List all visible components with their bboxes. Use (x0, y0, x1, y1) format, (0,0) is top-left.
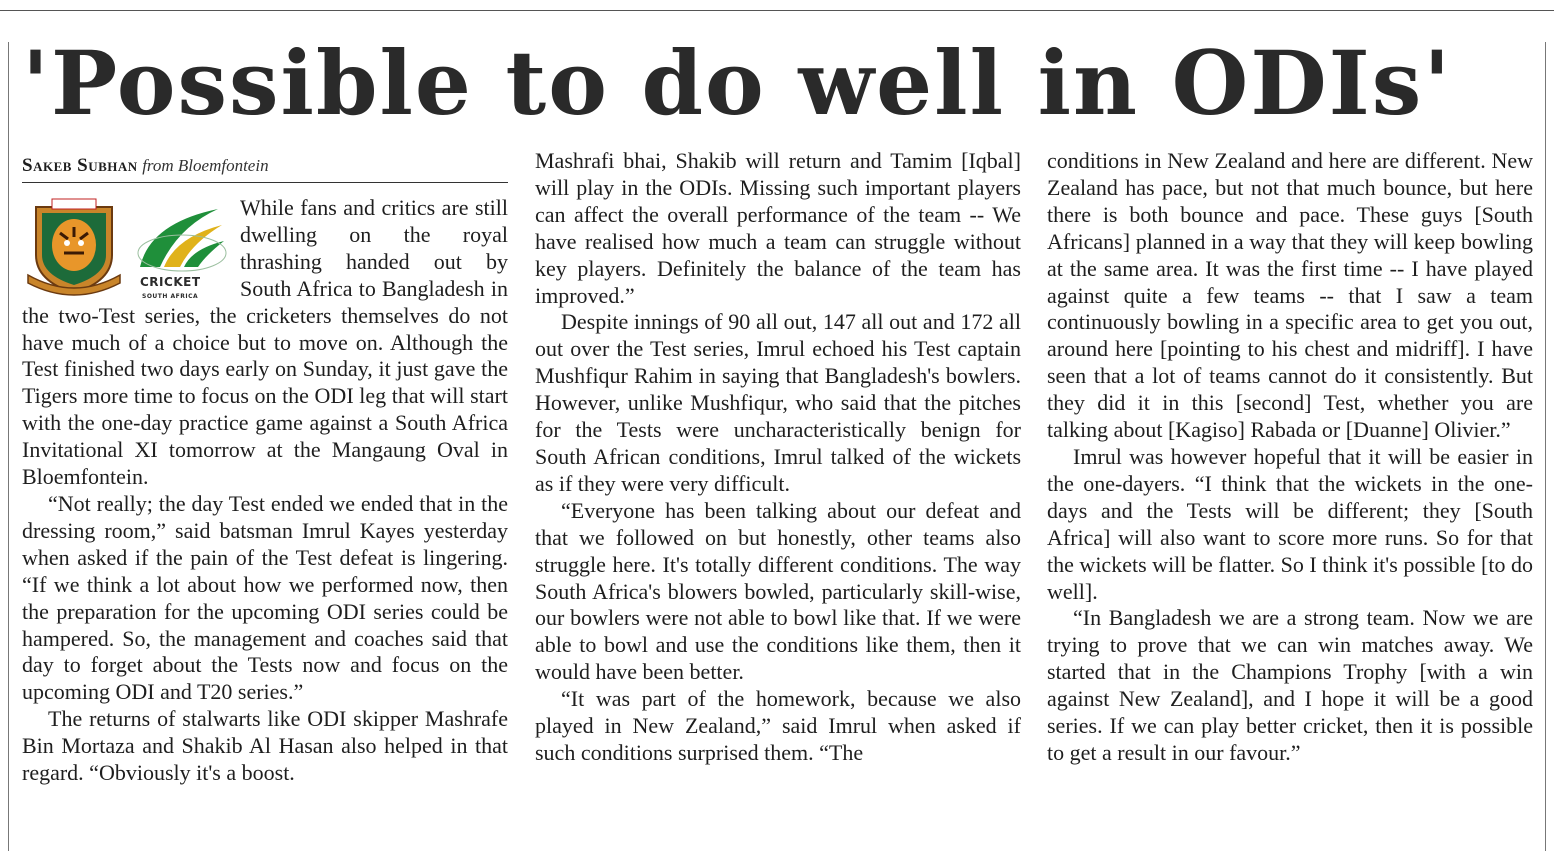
headline: 'Possible to do well in ODIs' (22, 31, 1453, 135)
paragraph: The returns of stalwarts like ODI skipper Mashrafe Bin Mortaza and Shakib Al Hasan also helped in that regard. “Obviously it's a boost. (22, 706, 508, 786)
csa-logo-text: CRICKET (140, 275, 201, 289)
article-column-2 (535, 148, 1021, 767)
logos (22, 197, 234, 301)
article-column-1 (22, 148, 508, 787)
bangladesh-cricket-logo-icon (24, 197, 124, 297)
left-border-rule (8, 42, 9, 851)
paragraph: “Not really; the day Test ended we ended that in the dressing room,” said batsman Imrul Kayes yesterday when asked if the pain of the Test defeat is lingering. “If we think a lot about how we performed now, then the preparation for the upcoming ODI series could be hampered. So, the management and coaches said that day to forget about the Tests now and focus on the upcoming ODI and T20 series.” (22, 490, 508, 705)
paragraph: “In Bangladesh we are a strong team. Now we are trying to prove that we can win matches away. We started that in the Champions Trophy [with a win against New Zealand], and I hope it will be a good series. If we can play better cricket, then it is possible to get a result in our favour.” (1047, 605, 1533, 765)
byline-author: Sakeb Subhan (22, 155, 138, 176)
paragraph: Despite innings of 90 all out, 147 all out and 172 all out over the Test series, Imrul echoed his Test captain Mushfiqur Rahim in saying that Bangladesh's bowlers. However, unlike Mushfiqur, who said that the pitches for the Tests were uncharacteristically benign for South African conditions, Imrul talked of the wickets as if they were very difficult. (535, 309, 1021, 496)
csa-logo-subtext: SOUTH AFRICA (142, 293, 199, 300)
right-border-rule (1545, 42, 1546, 851)
top-rule (0, 10, 1554, 11)
byline (22, 148, 508, 183)
paragraph: conditions in New Zealand and here are different. New Zealand has pace, but not that much bounce, but here there is both bounce and pace. These guys [South Africans] planned in a way that they will keep bowling at the same area. It was the first time -- I have played against quite a few teams -- that I saw a team continuously bowling in a specific area to get you out, around here [pointing to his chest and midriff]. I have seen that a lot of teams cannot do it consistently. But they did it in this [second] Test, whether you are talking about [Kagiso] Rabada or [Duanne] Olivier.” (1047, 148, 1533, 443)
paragraph: Imrul was however hopeful that it will be easier in the one-dayers. “I think that the wickets in the one-days and the Tests will be different; they [South Africa] will also want to score more runs. So for that the wickets will be flatter. So I think it's possible [to do well]. (1047, 443, 1533, 604)
paragraph: “Everyone has been talking about our defeat and that we followed on but honestly, other teams also struggle here. It's totally different conditions. The way South Africa's blowers bowled, particularly skill-wise, our bowlers were not able to bowl like that. If we were able to bowl and use the conditions like them, then it would have been better. (535, 497, 1021, 685)
paragraph: “It was part of the homework, because we also played in New Zealand,” said Imrul when asked if such conditions surprised them. “The (535, 686, 1021, 765)
byline-location: from Bloemfontein (142, 156, 269, 175)
paragraph: While fans and critics are still dwelling on the royal thrashing handed out by South Africa to Bangladesh in the two-Test series, the cricketers themselves do not have much of a choice but to move on. Although the Test finished two days early on Sunday, it just gave the Tigers more time to focus on the ODI leg that will start with the one-day practice game against a South Africa Invitational XI tomorrow at the Mangaung Oval in Bloemfontein. (22, 195, 508, 490)
paragraph: Mashrafi bhai, Shakib will return and Tamim [Iqbal] will play in the ODIs. Missing such important players can affect the overall performance of the team -- We have realised how much a team can struggle without key players. Definitely the balance of the team has improved.” (535, 148, 1021, 308)
article-column-3 (1047, 148, 1533, 767)
